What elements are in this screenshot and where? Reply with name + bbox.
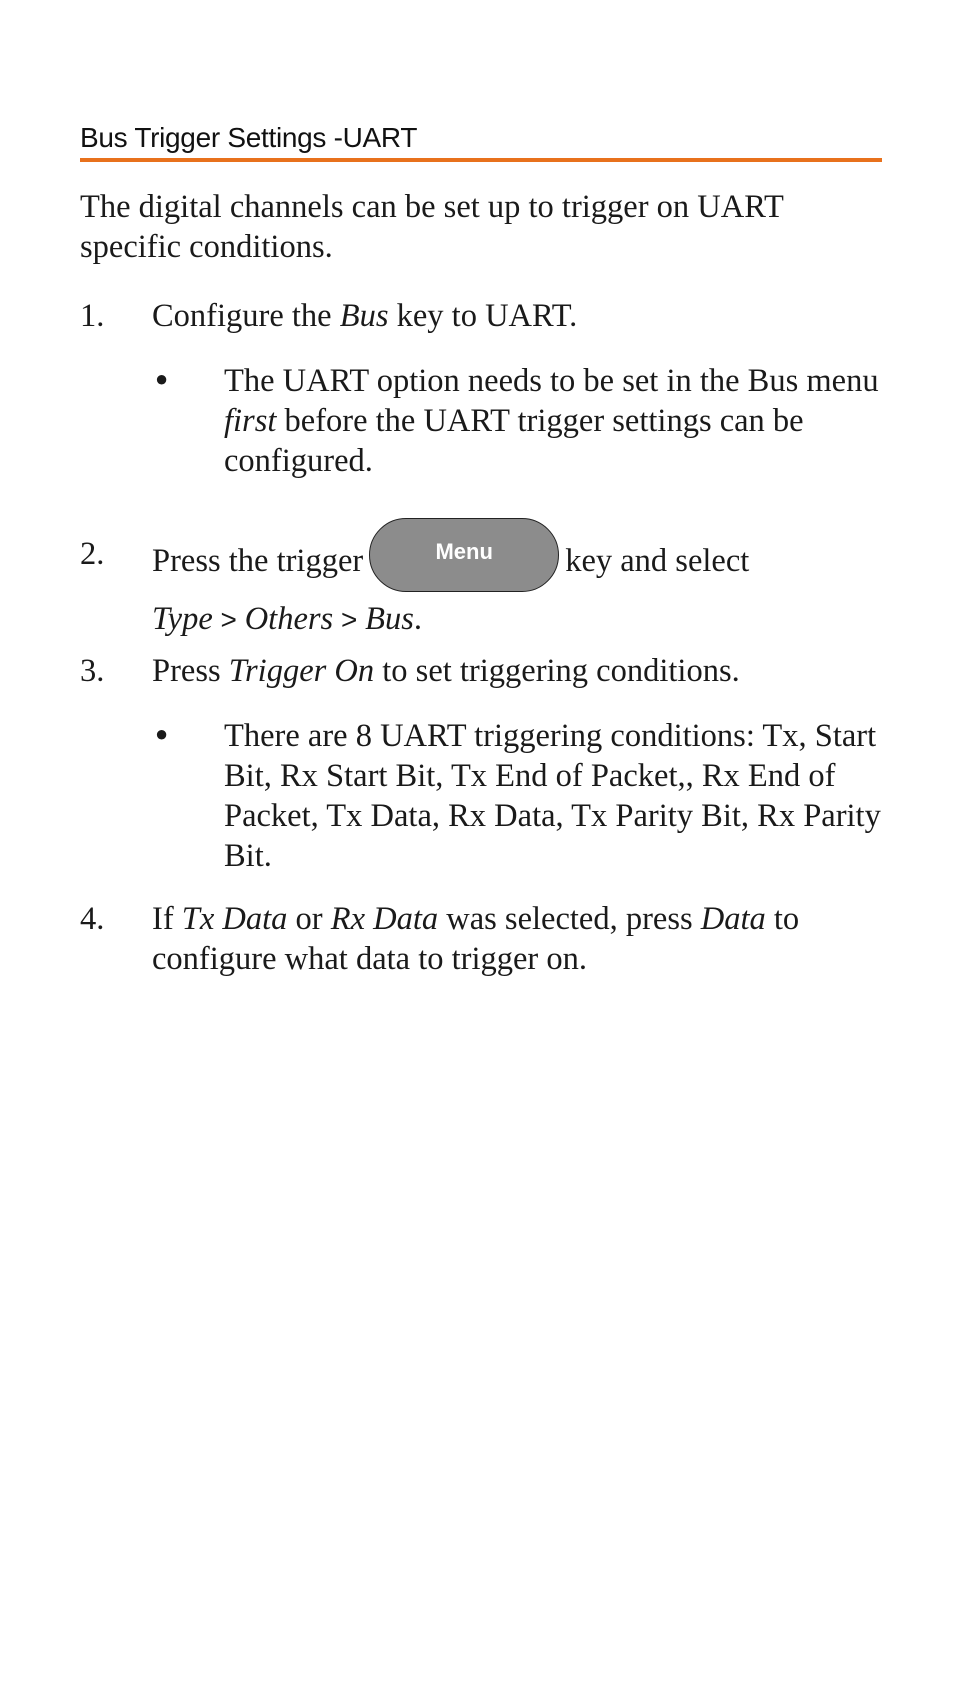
menu-path-separator: >: [212, 603, 245, 635]
emphasis-type: Type: [152, 600, 213, 637]
intro-paragraph: The digital channels can be set up to trigger on UART specific conditions.: [80, 189, 784, 265]
step-text: Configure the Bus key to UART.: [152, 298, 578, 334]
bullet-dot-icon: •: [152, 717, 172, 755]
emphasis-tx-data: Tx Data: [181, 901, 288, 937]
emphasis-others: Others: [244, 600, 334, 637]
title-divider: [80, 158, 882, 162]
section-title: Bus Trigger Settings -UART: [80, 122, 418, 153]
menu-path-separator: >: [333, 603, 366, 635]
step-text: If Tx Data or Rx Data was selected, press Data to configure what data to trigger on.: [152, 901, 800, 977]
menu-key-button[interactable]: Menu: [369, 518, 559, 592]
step-text: Press Trigger On to set triggering conditions.: [152, 653, 740, 689]
step-text: Press the trigger Menu key and select Type > Others > Bus.: [152, 534, 882, 647]
emphasis-trigger-on: Trigger On: [228, 653, 375, 689]
emphasis-rx-data: Rx Data: [330, 901, 439, 937]
step-number: 3.: [80, 653, 105, 689]
emphasis-bus: Bus: [365, 600, 414, 637]
step-number: 2.: [80, 536, 105, 572]
step-number: 1.: [80, 298, 105, 334]
emphasis-data: Data: [700, 901, 766, 937]
emphasis-bus: Bus: [339, 298, 389, 334]
emphasis-first: first: [224, 403, 277, 439]
step-number: 4.: [80, 901, 105, 937]
note-text: The UART option needs to be set in the Bus menu first before the UART trigger settings can be configured.: [224, 363, 879, 479]
bullet-dot-icon: •: [152, 362, 172, 400]
note-text: There are 8 UART triggering conditions: Tx, Start Bit, Rx Start Bit, Tx End of Packet,, Rx End of Packet, Tx Data, Rx Data, Tx Parity Bit, Rx Parity Bit.: [224, 718, 881, 874]
